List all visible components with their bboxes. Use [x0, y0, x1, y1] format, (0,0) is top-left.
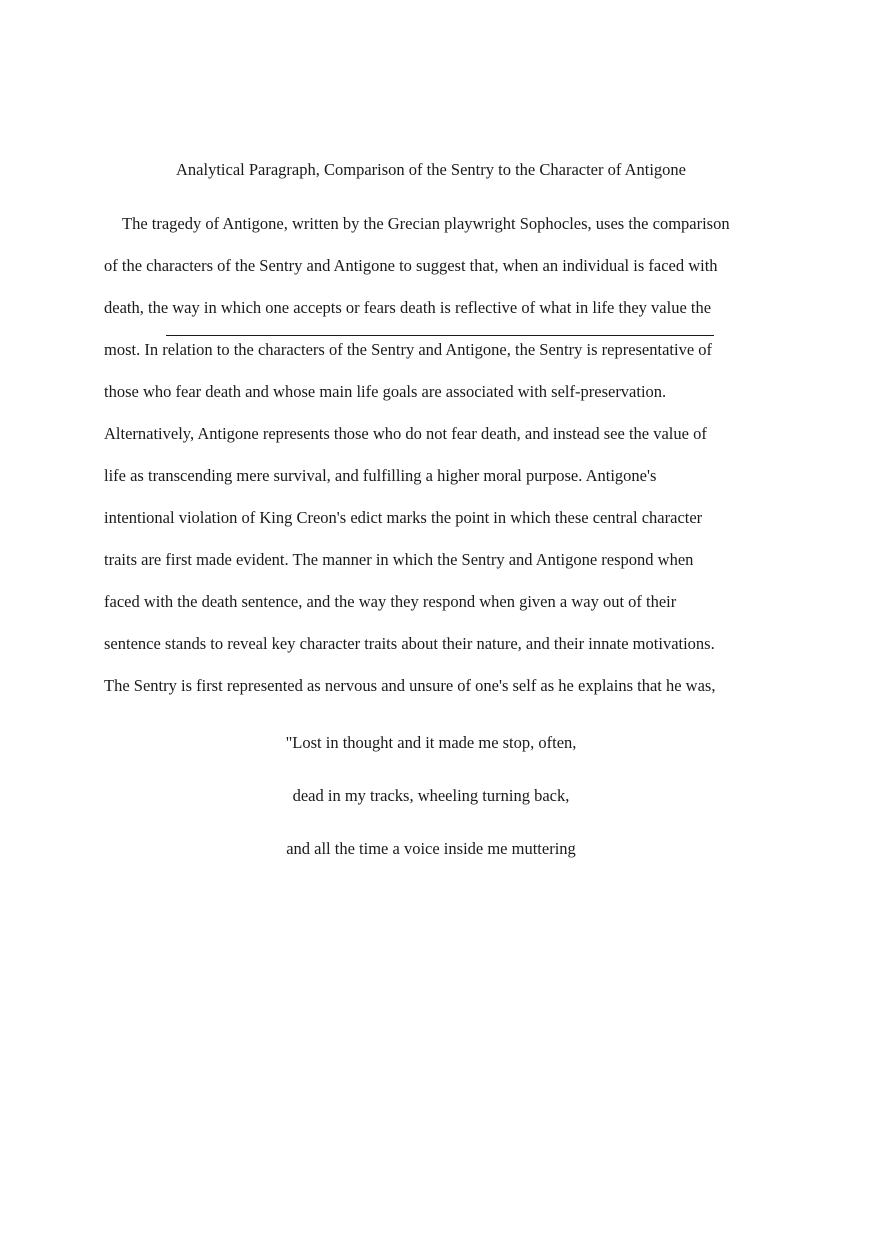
quote-line: dead in my tracks, wheeling turning back, [292, 786, 570, 805]
paragraph-line: most. In relation to the characters of the Sentry and Antigone, the Sentry is representative of [104, 340, 713, 359]
quote-line: "Lost in thought and it made me stop, often, [285, 733, 577, 752]
paragraph-line: The tragedy of Antigone, written by the Grecian playwright Sophocles, uses the comparison [122, 214, 730, 233]
paragraph-line: The Sentry is first represented as nervous and unsure of one's self as he explains that he was, [104, 676, 716, 695]
block-quote [0, 731, 862, 890]
quote-line: and all the time a voice inside me muttering [286, 839, 576, 858]
document-title: Analytical Paragraph, Comparison of the Sentry to the Character of Antigone [176, 160, 686, 179]
paragraph-line: those who fear death and whose main life goals are associated with self-preservation. [104, 382, 667, 401]
paragraph-line: intentional violation of King Creon's edict marks the point in which these central character [104, 508, 703, 527]
thesis-underline [166, 335, 714, 336]
paragraph-line: death, the way in which one accepts or fears death is reflective of what in life they value the [104, 298, 712, 317]
paragraph-line: of the characters of the Sentry and Antigone to suggest that, when an individual is faced with [104, 256, 718, 275]
paragraph-line: life as transcending mere survival, and fulfilling a higher moral purpose. Antigone's [104, 466, 657, 485]
paragraph-line: traits are first made evident. The manner in which the Sentry and Antigone respond when [104, 550, 694, 569]
analytical-paragraph [104, 212, 784, 716]
paragraph-line: Alternatively, Antigone represents those who do not fear death, and instead see the value of [104, 424, 707, 443]
paragraph-line: sentence stands to reveal key character traits about their nature, and their innate motivations. [104, 634, 715, 653]
paragraph-line: faced with the death sentence, and the way they respond when given a way out of their [104, 592, 677, 611]
